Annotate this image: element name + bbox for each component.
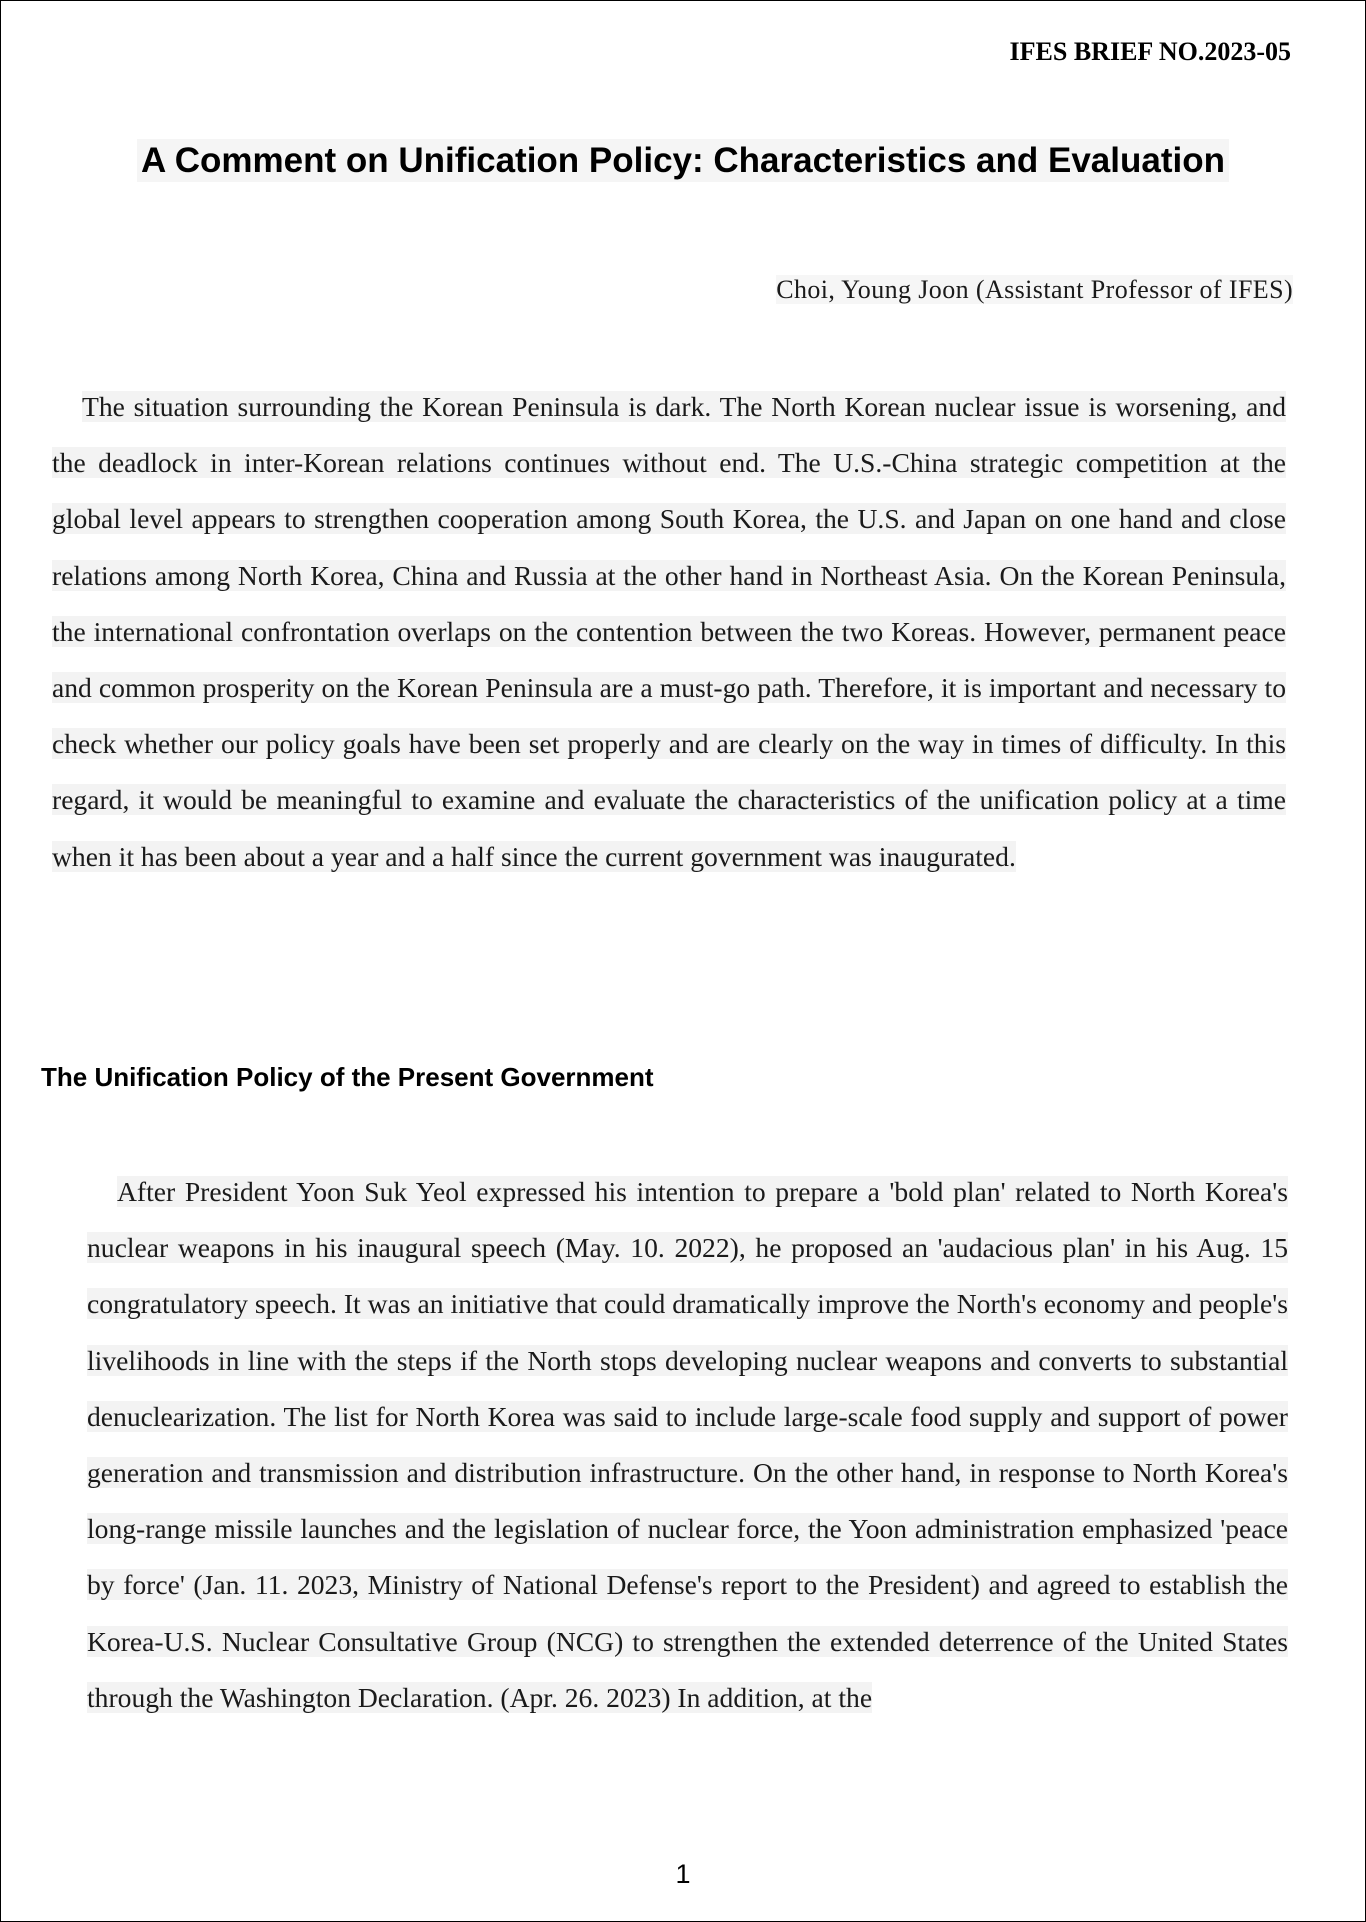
author-line: [776, 275, 1293, 305]
author-text: Choi, Young Joon (Assistant Professor of IFES): [776, 275, 1293, 304]
intro-paragraph: [52, 379, 1286, 885]
intro-paragraph-text: The situation surrounding the Korean Peninsula is dark. The North Korean nuclear issue is worsening, and the deadlock in inter-Korean relations continues without end. The U.S.-China strategic competition at the global level appears to strengthen cooperation among South Korea, the U.S. and Japan on one hand and close relations among North Korea, China and Russia at the other hand in Northeast Asia. On the Korean Peninsula, the international confrontation overlaps on the contention between the two Koreas. However, permanent peace and common prosperity on the Korean Peninsula are a must-go path. Therefore, it is important and necessary to check whether our policy goals have been set properly and are clearly on the way in times of difficulty. In this regard, it would be meaningful to examine and evaluate the characteristics of the unification policy at a time when it has been about a year and a half since the current government was inaugurated.: [52, 391, 1286, 872]
document-title: [1, 141, 1365, 181]
document-title-text: A Comment on Unification Policy: Characteristics and Evaluation: [137, 139, 1229, 182]
brief-number-header: IFES BRIEF NO.2023-05: [1009, 37, 1291, 66]
page-number: 1: [675, 1859, 691, 1889]
section-paragraph-text: After President Yoon Suk Yeol expressed his intention to prepare a 'bold plan' related to North Korea's nuclear weapons in his inaugural speech (May. 10. 2022), he proposed an 'audacious plan' in his Aug. 15 congratulatory speech. It was an initiative that could dramatically improve the North's economy and people's livelihoods in line with the steps if the North stops developing nuclear weapons and converts to substantial denuclearization. The list for North Korea was said to include large-scale food supply and support of power generation and transmission and distribution infrastructure. On the other hand, in response to North Korea's long-range missile launches and the legislation of nuclear force, the Yoon administration emphasized 'peace by force' (Jan. 11. 2023, Ministry of National Defense's report to the President) and agreed to establish the Korea-U.S. Nuclear Consultative Group (NCG) to strengthen the extended deterrence of the United States through the Washington Declaration. (Apr. 26. 2023) In addition, at the: [87, 1176, 1288, 1713]
section-heading: The Unification Policy of the Present Government: [41, 1062, 654, 1092]
section-paragraph: [87, 1164, 1288, 1726]
